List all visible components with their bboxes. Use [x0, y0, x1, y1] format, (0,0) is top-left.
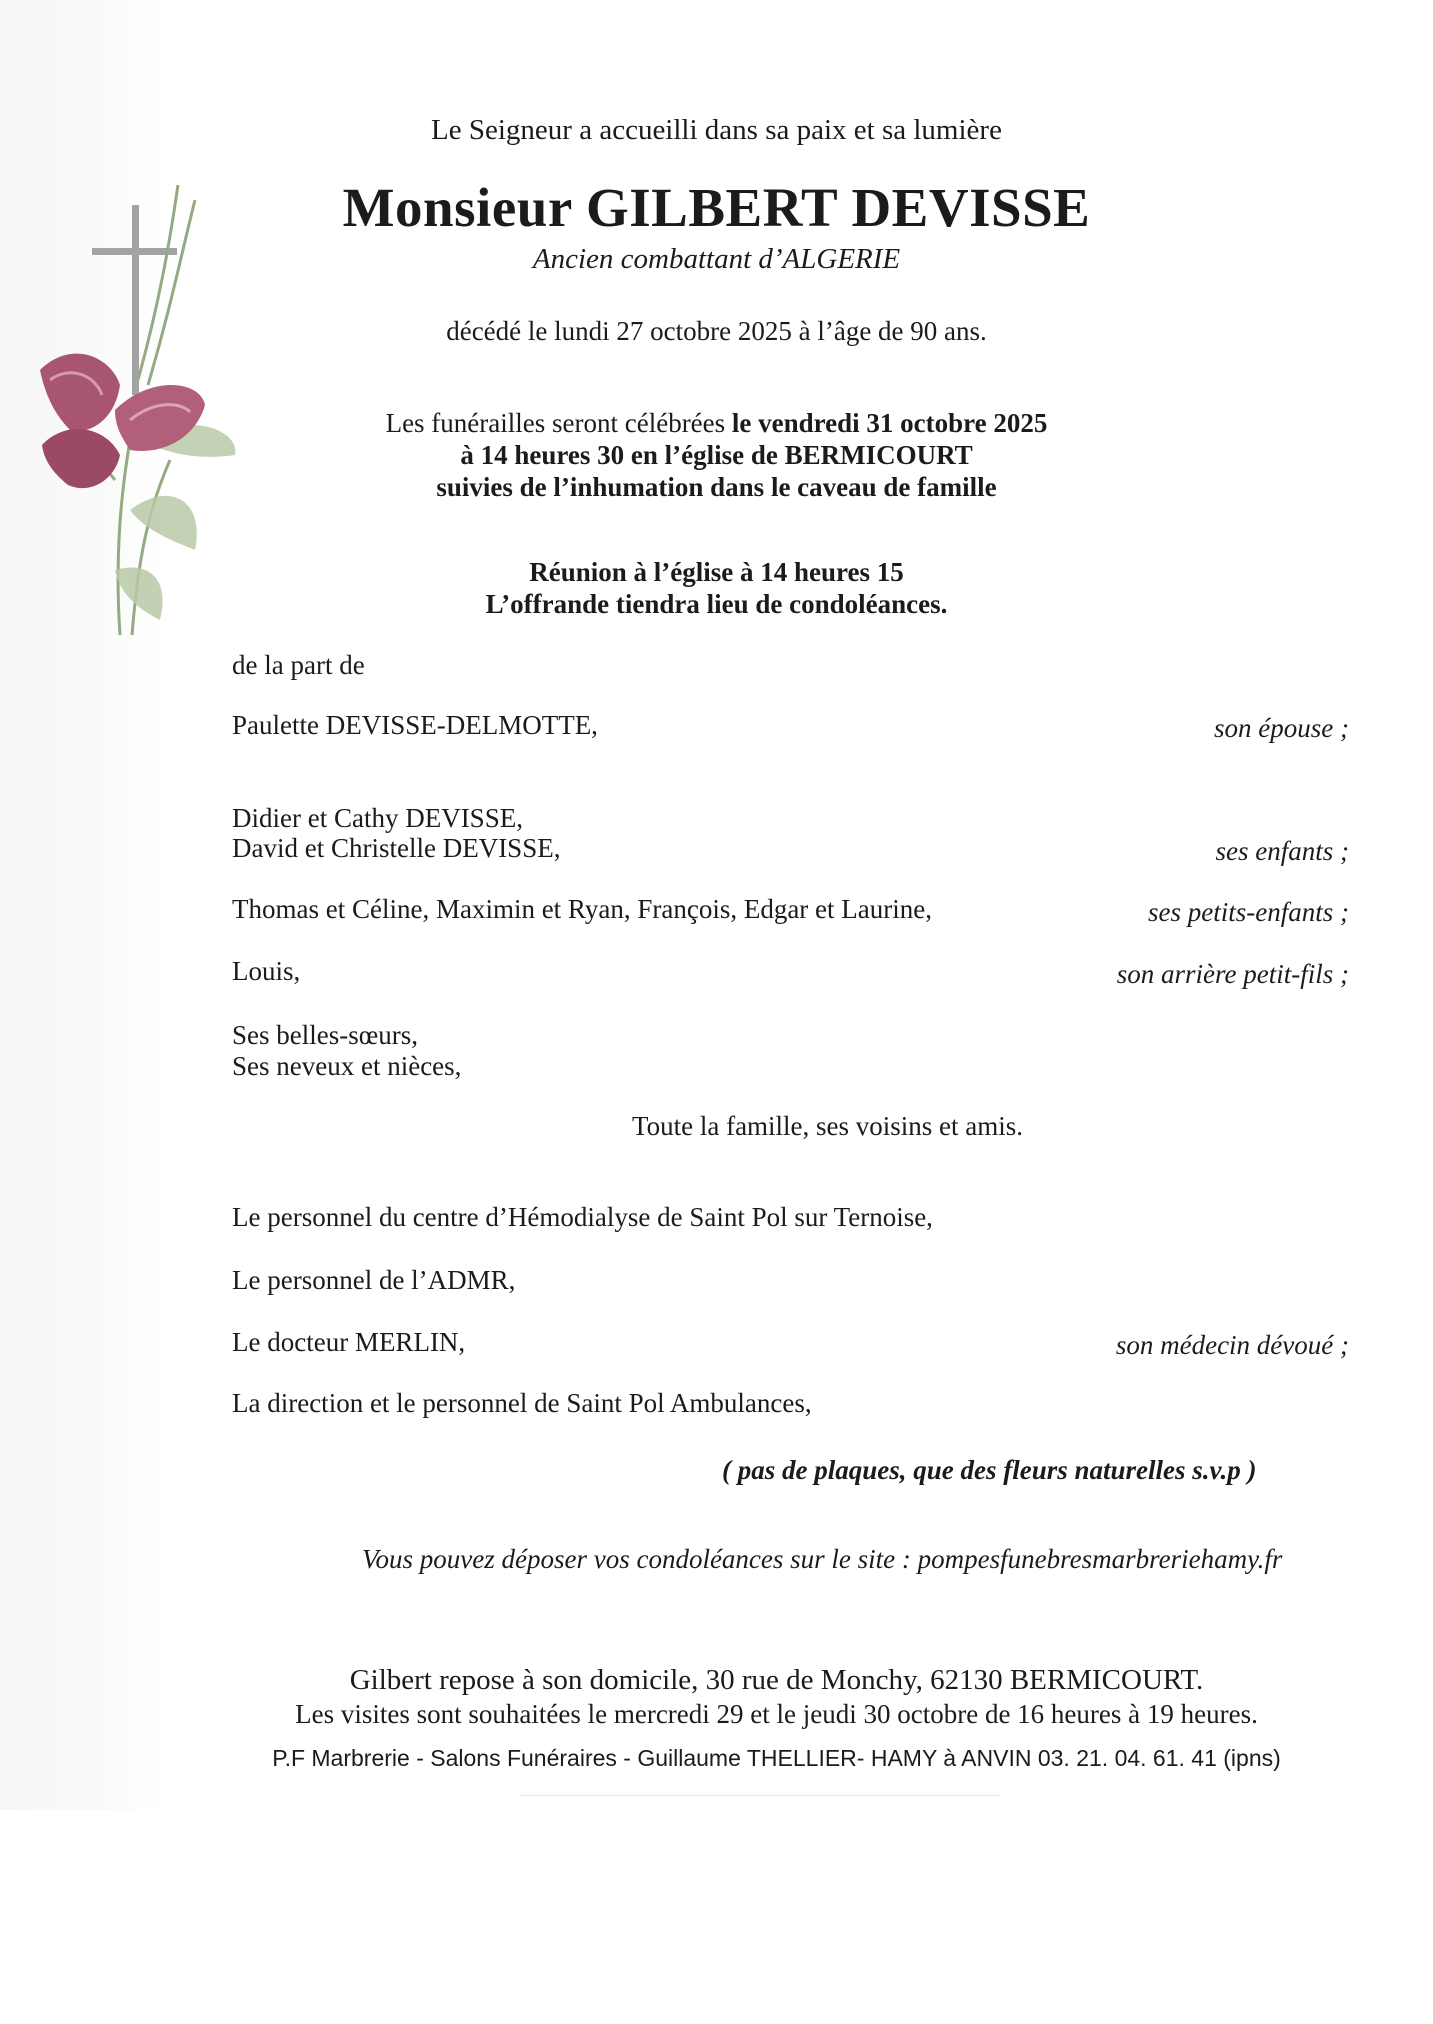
other-line: Le personnel du centre d’Hémodialyse de Saint Pol sur Ternoise, [232, 1202, 933, 1232]
condolences-note: Vous pouvez déposer vos condoléances sur le site : pompesfunebresmarbreriehamy.fr [362, 1544, 1283, 1574]
family-relation: ses petits-enfants ; [1148, 897, 1349, 927]
family-name: David et Christelle DEVISSE, [232, 833, 561, 863]
from-label: de la part de [232, 650, 365, 680]
intro-text: Le Seigneur a accueilli dans sa paix et sa lumière [431, 114, 1002, 146]
other-line: La direction et le personnel de Saint Pol Ambulances, [232, 1388, 812, 1418]
deceased-name: Monsieur GILBERT DEVISSE [342, 177, 1091, 238]
meeting-line-2: L’offrande tiendra lieu de condoléances. [485, 589, 948, 619]
death-date: décédé le lundi 27 octobre 2025 à l’âge de 90 ans. [446, 316, 987, 346]
funeral-line-2: à 14 heures 30 en l’église de BERMICOURT [460, 440, 973, 470]
meeting-line-1: Réunion à l’église à 14 heures 15 [529, 557, 904, 587]
family-relation: ses enfants ; [1215, 836, 1349, 866]
funeral-line-3: suivies de l’inhumation dans le caveau de famille [436, 472, 997, 502]
rest-line-1: Gilbert repose à son domicile, 30 rue de Monchy, 62130 BERMICOURT. [349, 1664, 1204, 1696]
funeral-date: le vendredi 31 octobre 2025 [731, 408, 1048, 438]
funeral-line-1-text: Les funérailles seront célébrées [385, 408, 732, 438]
rest-line-2: Les visites sont souhaitées le mercredi 29 et le jeudi 30 octobre de 16 heures à 19 heures. [295, 1699, 1258, 1729]
other-line: Le personnel de l’ADMR, [232, 1265, 516, 1295]
flowers-note: ( pas de plaques, que des fleurs naturelles s.v.p ) [722, 1455, 1257, 1485]
family-name: Paulette DEVISSE-DELMOTTE, [232, 710, 598, 740]
footer-text: P.F Marbrerie - Salons Funéraires - Guillaume THELLIER- HAMY à ANVIN 03. 21. 04. 61. 41 (ipns) [272, 1745, 1281, 1771]
family-name: Thomas et Céline, Maximin et Ryan, François, Edgar et Laurine, [232, 894, 932, 924]
family-relation: son arrière petit-fils ; [1116, 959, 1349, 989]
family-relation: son épouse ; [1214, 713, 1349, 743]
deceased-subtitle: Ancien combattant d’ALGERIE [532, 243, 901, 275]
family-name: Ses neveux et nièces, [232, 1051, 462, 1081]
family-name: Louis, [232, 956, 301, 986]
funeral-line-1 [0, 408, 1433, 439]
footer-divider [520, 1795, 1000, 1796]
all-family: Toute la famille, ses voisins et amis. [632, 1111, 1024, 1141]
family-name: Ses belles-sœurs, [232, 1020, 418, 1050]
other-relation: son médecin dévoué ; [1115, 1330, 1349, 1360]
family-name: Didier et Cathy DEVISSE, [232, 803, 523, 833]
other-line: Le docteur MERLIN, [232, 1327, 466, 1357]
